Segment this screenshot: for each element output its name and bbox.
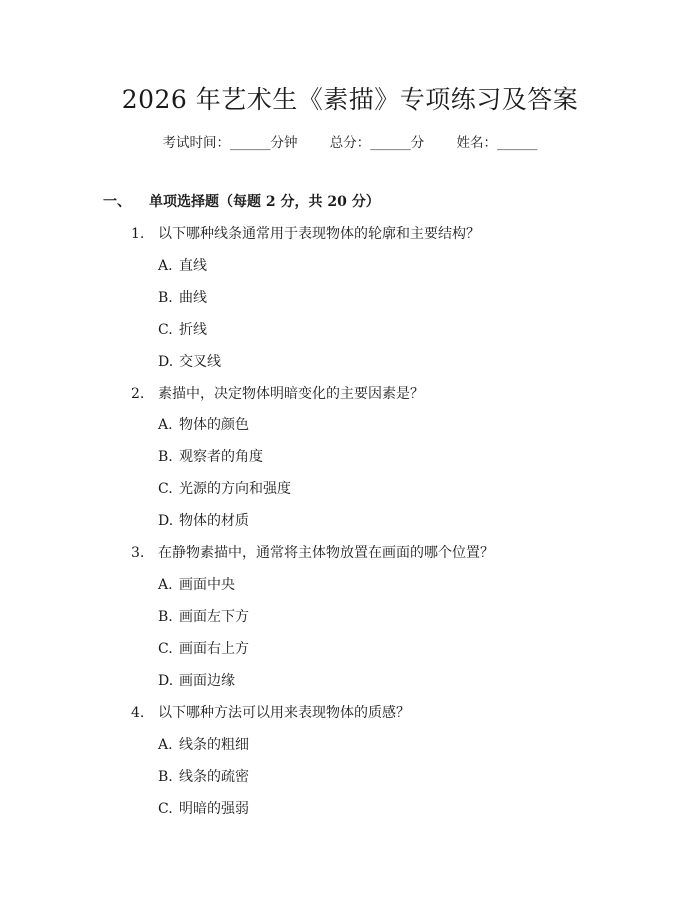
option-letter: D. [158,354,174,370]
option-text: 曲线 [179,290,207,306]
q2-option-c [158,478,291,498]
question-2 [131,383,424,403]
question-text: 在静物素描中，通常将主体物放置在画面的哪个位置？ [158,545,494,561]
q1-option-d [158,351,221,371]
option-text: 直线 [179,258,207,274]
option-text: 画面右上方 [179,641,249,657]
student-name-field: 姓名：______ [456,135,538,151]
q2-option-b [158,446,263,466]
question-4 [131,702,410,722]
q1-option-b [158,287,207,307]
page-title: 2026 年艺术生《素描》专项练习及答案 [121,85,579,114]
option-letter: B. [158,290,173,306]
question-number: 4. [131,705,145,721]
question-text: 素描中，决定物体明暗变化的主要因素是？ [158,386,424,402]
section-heading [103,191,380,211]
q4-option-b [158,766,249,786]
q3-option-d [158,670,235,690]
option-text: 物体的颜色 [179,417,249,433]
q2-option-d [158,510,249,530]
option-letter: B. [158,769,173,785]
question-number: 1. [131,226,145,242]
section-number: 一、 [103,194,131,210]
option-text: 画面边缘 [179,673,235,689]
exam-time-field: 考试时间：______分钟 [162,135,298,151]
option-text: 交叉线 [179,354,221,370]
q4-option-a [158,734,249,754]
question-text: 以下哪种方法可以用来表现物体的质感？ [158,705,410,721]
option-text: 明暗的强弱 [179,801,249,817]
option-text: 物体的材质 [179,513,249,529]
option-letter: A. [158,417,173,433]
section-title: 单项选择题（每题 2 分，共 20 分） [149,194,380,210]
q4-option-c [158,798,249,818]
option-letter: C. [158,801,173,817]
option-letter: C. [158,322,173,338]
option-letter: D. [158,673,174,689]
option-text: 折线 [179,322,207,338]
option-text: 光源的方向和强度 [179,481,291,497]
option-letter: B. [158,449,173,465]
question-number: 3. [131,545,145,561]
exam-info-line [0,131,700,151]
option-letter: D. [158,513,174,529]
q3-option-a [158,574,235,594]
option-letter: A. [158,737,173,753]
option-text: 线条的粗细 [179,737,249,753]
option-letter: C. [158,481,173,497]
question-3 [131,542,494,562]
option-text: 线条的疏密 [179,769,249,785]
q1-option-a [158,255,207,275]
option-text: 观察者的角度 [179,449,263,465]
question-number: 2. [131,386,145,402]
q1-option-c [158,319,207,339]
option-letter: A. [158,577,173,593]
total-score-field: 总分：______分 [329,135,425,151]
option-letter: A. [158,258,173,274]
option-letter: B. [158,609,173,625]
question-text: 以下哪种线条通常用于表现物体的轮廓和主要结构？ [158,226,480,242]
q2-option-a [158,414,249,434]
option-letter: C. [158,641,173,657]
q3-option-c [158,638,249,658]
q3-option-b [158,606,249,626]
question-1 [131,223,480,243]
option-text: 画面中央 [179,577,235,593]
option-text: 画面左下方 [179,609,249,625]
